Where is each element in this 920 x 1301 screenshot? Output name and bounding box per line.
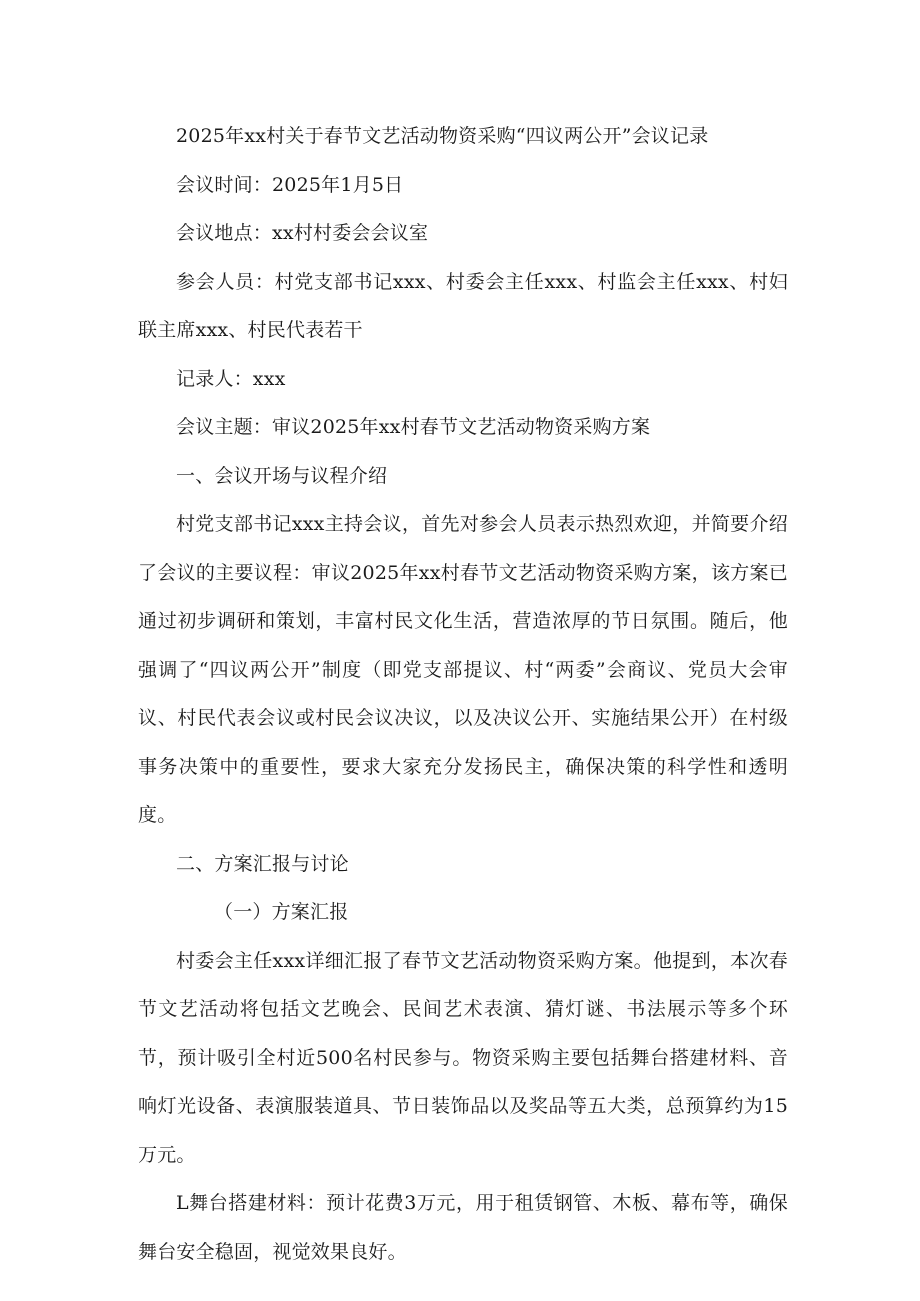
- section-heading-discussion: 二、方案汇报与讨论: [176, 852, 349, 875]
- list-item-stage-materials: L舞台搭建材料：预计花费3万元，用于租赁钢管、木板、幕布等，确保舞台安全稳固，视觉效果良好。: [138, 1192, 788, 1263]
- meeting-time: 会议时间：2025年1月5日: [176, 173, 404, 196]
- document-title: 2025年xx村关于春节文艺活动物资采购“四议两公开”会议记录: [176, 125, 709, 147]
- subsection-body-report: 村委会主任xxx详细汇报了春节文艺活动物资采购方案。他提到，本次春节文艺活动将包括文艺晚会、民间艺术表演、猜灯谜、书法展示等多个环节，预计吸引全村近500名村民参与。物资采购主要包括舞台搭建材料、音响灯光设备、表演服装道具、节日装饰品以及奖品等五大类，总预算约为15万元。: [138, 949, 788, 1166]
- meeting-attendees: 参会人员：村党支部书记xxx、村委会主任xxx、村监会主任xxx、村妇联主席xxx、村民代表若干: [138, 270, 788, 341]
- meeting-place: 会议地点：xx村村委会会议室: [176, 222, 429, 244]
- meeting-recorder: 记录人：xxx: [176, 367, 286, 390]
- meeting-topic: 会议主题：审议2025年xx村春节文艺活动物资采购方案: [176, 416, 651, 438]
- section-body-opening: 村党支部书记xxx主持会议，首先对参会人员表示热烈欢迎，并简要介绍了会议的主要议程：审议2025年xx村春节文艺活动物资采购方案，该方案已通过初步调研和策划，丰富村民文化生活，营造浓厚的节日氛围。随后，他强调了“四议两公开”制度（即党支部提议、村“两委”会商议、党员大会审议、村民代表会议或村民会议决议，以及决议公开、实施结果公开）在村级事务决策中的重要性，要求大家充分发扬民主，确保决策的科学性和透明度。: [138, 513, 788, 826]
- subsection-heading-report: （一）方案汇报: [214, 901, 349, 923]
- document-body: [138, 112, 788, 1276]
- section-heading-opening: 一、会议开场与议程介绍: [176, 464, 388, 487]
